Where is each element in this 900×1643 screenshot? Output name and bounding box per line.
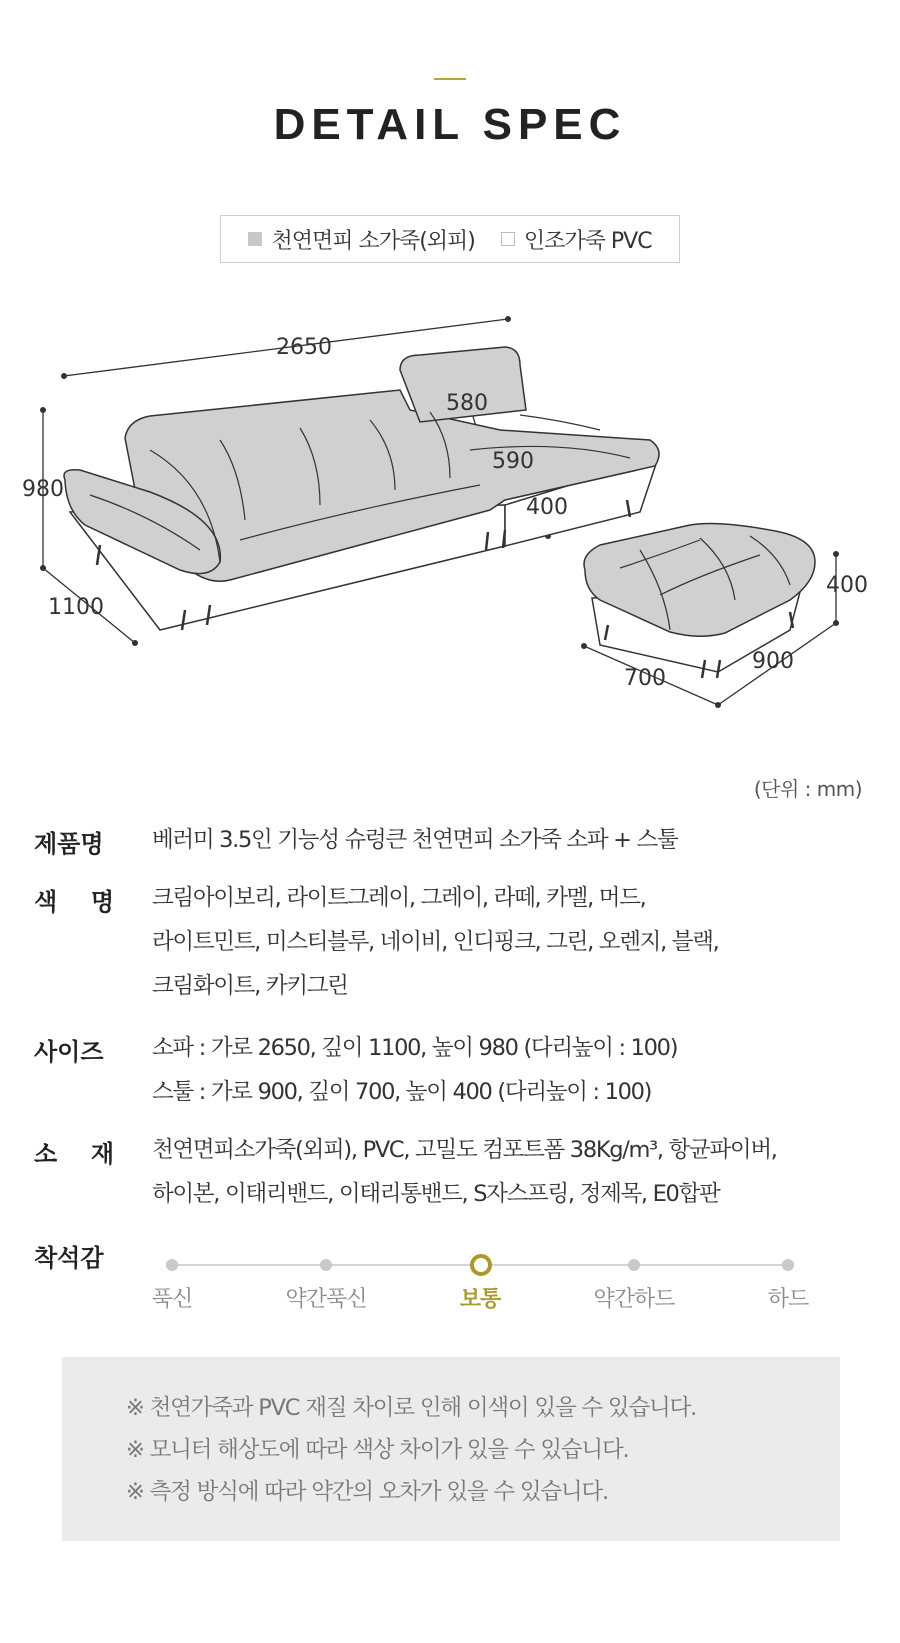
legend-item-leather — [248, 224, 474, 255]
firmness-dot — [782, 1259, 794, 1271]
firmness-option: 푹신 — [151, 1287, 193, 1312]
unit-note: (단위 : mm) — [753, 777, 862, 801]
firmness-dot — [628, 1259, 640, 1271]
pvc-swatch-icon — [501, 232, 515, 246]
spec-line: 스툴 : 가로 900, 깊이 700, 높이 400 (다리높이 : 100) — [152, 1079, 652, 1105]
dim-seat-depth: 590 — [492, 449, 534, 474]
legend-leather-label: 천연면피 소가죽(외피) — [271, 228, 475, 254]
firmness-dot — [320, 1259, 332, 1271]
dim-sofa-height: 980 — [22, 477, 64, 502]
spec-label-char: 소 — [34, 1140, 58, 1168]
firmness-dot — [166, 1259, 178, 1271]
material-legend — [220, 215, 680, 263]
spec-line: 소파 : 가로 2650, 깊이 1100, 높이 980 (다리높이 : 100) — [152, 1035, 678, 1061]
dim-sofa-depth: 1100 — [48, 595, 104, 620]
dim-sofa-width: 2650 — [276, 335, 332, 360]
firmness-option-selected: 보통 — [459, 1287, 501, 1312]
dim-headrest: 580 — [446, 391, 488, 416]
spec-label-material — [34, 1134, 114, 1169]
firmness-option: 하드 — [767, 1287, 809, 1312]
spec-label-size: 사이즈 — [34, 1038, 104, 1066]
dim-seat-height: 400 — [526, 495, 568, 520]
firmness-dot-selected — [470, 1254, 492, 1276]
spec-label-char: 색 — [34, 888, 58, 916]
notice-line: ※ 측정 방식에 따라 약간의 오차가 있을 수 있습니다. — [126, 1479, 608, 1505]
firmness-option: 약간하드 — [593, 1287, 675, 1312]
title-accent-rule — [434, 78, 466, 80]
firmness-option: 약간푹신 — [285, 1287, 367, 1312]
sofa-dimension-diagram — [0, 300, 900, 760]
spec-line: 라이트민트, 미스티블루, 네이비, 인디핑크, 그린, 오렌지, 블랙, — [152, 929, 719, 955]
page-title: DETAIL SPEC — [273, 100, 627, 149]
spec-value-material — [152, 1128, 882, 1216]
spec-value-size — [152, 1026, 882, 1114]
spec-line: 크림아이보리, 라이트그레이, 그레이, 라떼, 카멜, 머드, — [152, 885, 646, 911]
spec-label-char: 명 — [90, 888, 114, 916]
spec-label-product-name: 제품명 — [34, 830, 104, 858]
spec-line: 하이본, 이태리밴드, 이태리통밴드, S자스프링, 정제목, E0합판 — [152, 1181, 720, 1207]
dim-stool-depth: 700 — [624, 666, 666, 691]
spec-label-char: 재 — [90, 1140, 114, 1168]
sofa-illustration — [64, 347, 659, 630]
legend-item-pvc — [501, 224, 652, 255]
spec-line: 천연면피소가죽(외피), PVC, 고밀도 컴포트폼 38Kg/m³, 항균파이버, — [152, 1137, 777, 1163]
spec-label-firmness: 착석감 — [34, 1244, 104, 1272]
notice-line: ※ 천연가죽과 PVC 재질 차이로 인해 이색이 있을 수 있습니다. — [126, 1395, 697, 1421]
spec-label-color — [34, 882, 114, 917]
notice-line: ※ 모니터 해상도에 따라 색상 차이가 있을 수 있습니다. — [126, 1437, 629, 1463]
spec-line: 크림화이트, 카키그린 — [152, 973, 348, 999]
dim-stool-height: 400 — [826, 573, 868, 598]
leather-swatch-icon — [248, 232, 262, 246]
spec-value-color — [152, 876, 882, 1008]
spec-value-product-name — [152, 818, 882, 862]
spec-line: 베러미 3.5인 기능성 슈렁큰 천연면피 소가죽 소파 + 스툴 — [152, 827, 678, 853]
dim-stool-width: 900 — [752, 649, 794, 674]
notice-box — [62, 1357, 840, 1541]
legend-pvc-label: 인조가죽 PVC — [523, 228, 652, 254]
